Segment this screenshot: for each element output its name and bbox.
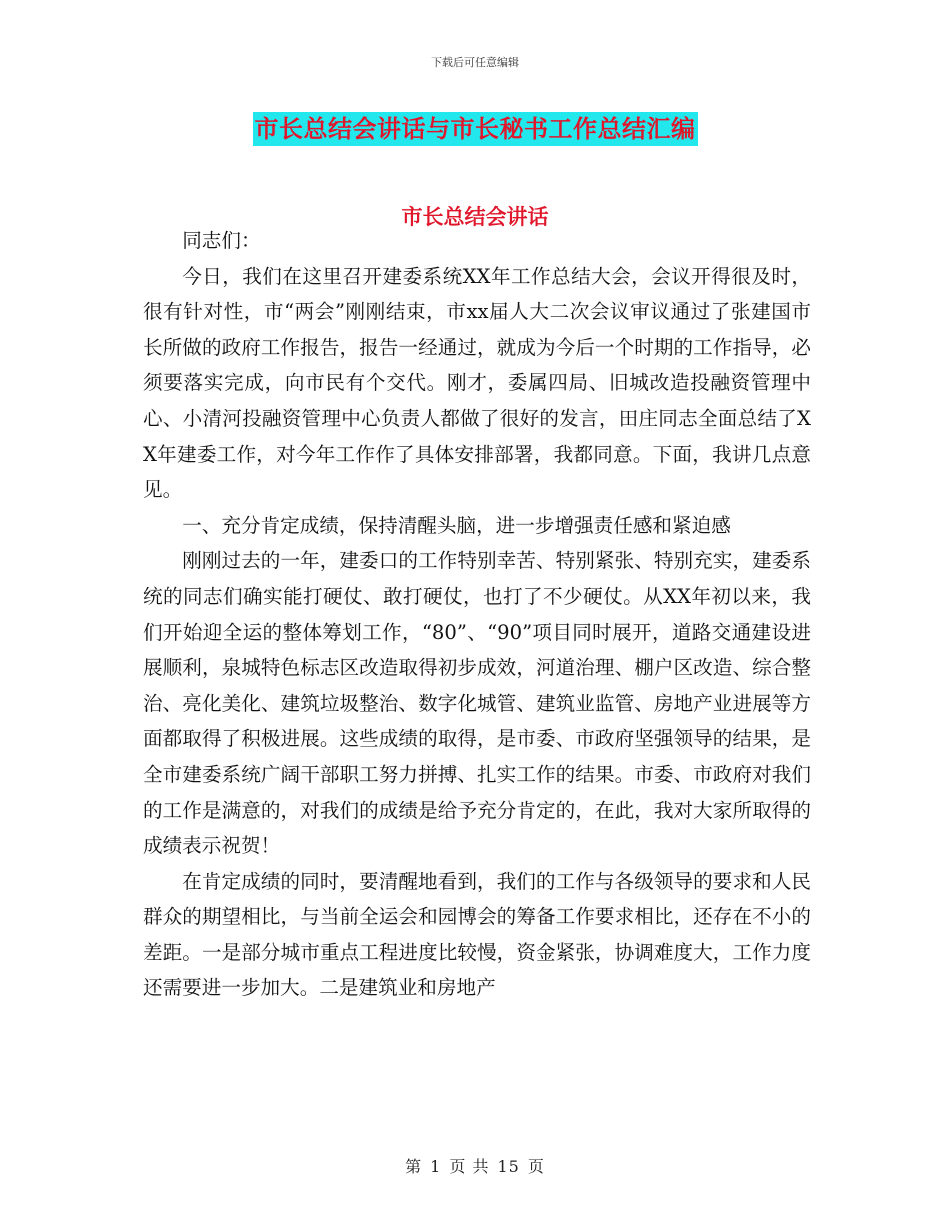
paragraph-intro: 今日，我们在这里召开建委系统XX年工作总结大会，会议开得很及时，很有针对性，市“两会”刚刚结束，市xx届人大二次会议审议通过了张建国市长所做的政府工作报告，报告一经通过，就成为今后一个时期的工作指导，必须要落实完成，向市民有个交代。刚才，委属四局、旧城改造投融资管理中心、小清河投融资管理中心负责人都做了很好的发言，田庄同志全面总结了XX年建委工作，对今年工作作了具体安排部署，我都同意。下面，我讲几点意见。 [143,264,811,502]
document-title: 市长总结会讲话与市长秘书工作总结汇编 [253,112,698,146]
section-title: 市长总结会讲话 [401,204,549,229]
page-footer [0,1154,950,1177]
footer-label-page: 第 [405,1157,423,1176]
header-note: 下载后可任意编辑 [431,56,519,69]
paragraph-achievements: 刚刚过去的一年，建委口的工作特别幸苦、特别紧张、特别充实，建委系统的同志们确实能打硬仗、敢打硬仗，也打了不少硬仗。从XX年初以来，我们开始迎全运的整体筹划工作，“80”、“90”项目同时展开，道路交通建设进展顺利，泉城特色标志区改造取得初步成效，河道治理、棚户区改造、综合整治、亮化美化、建筑垃圾整治、数字化城管、建筑业监管、房地产业进展等方面都取得了积极进展。这些成绩的取得，是市委、市政府坚强领导的结果，是全市建委系统广阔干部职工努力拼搏、扎实工作的结果。市委、市政府对我们的工作是满意的，对我们的成绩是给予充分肯定的，在此，我对大家所取得的成绩表示祝贺！ [143,549,811,858]
paragraph-greeting: 同志们： [182,229,261,252]
footer-label-pages: 页 [527,1157,545,1176]
paragraph-heading-one: 一、充分肯定成绩，保持清醒头脑，进一步增强责任感和紧迫感 [182,513,731,537]
footer-total-pages: 15 [497,1157,520,1176]
body-text [143,223,811,1006]
paragraph-gaps: 在肯定成绩的同时，要清醒地看到，我们的工作与各级领导的要求和人民群众的期望相比，与当前全运会和园博会的筹备工作要求相比，还存在不小的差距。一是部分城市重点工程进度比较慢，资金紧张，协调难度大，工作力度还需要进一步加大。二是建筑业和房地产 [143,869,811,1000]
document-title-wrapper [0,112,950,146]
footer-current-page: 1 [430,1157,442,1176]
footer-label-of: 页 共 [449,1157,490,1176]
